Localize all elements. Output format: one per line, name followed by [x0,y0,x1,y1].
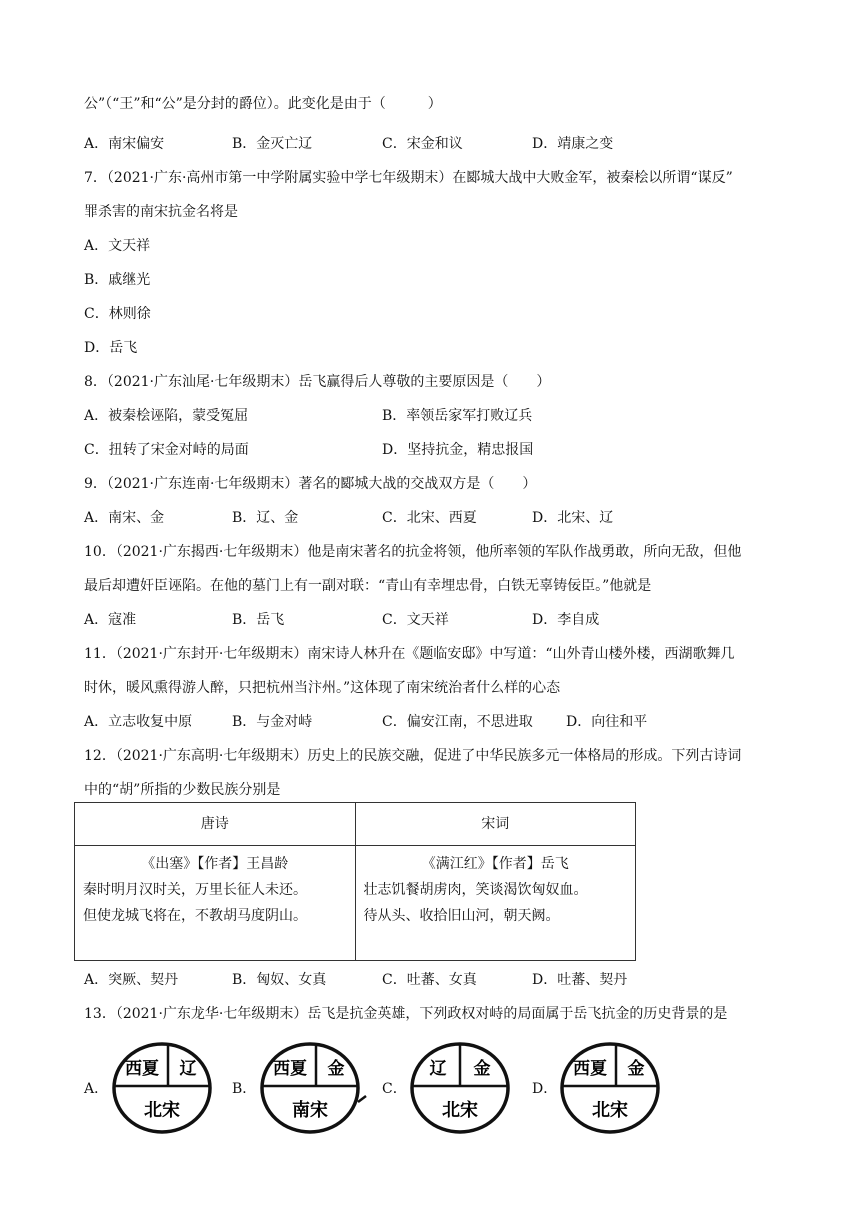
poem-right-cell [355,846,636,961]
poem-right-line1: 壮志饥餐胡虏肉，笑谈渴饮匈奴血。 [363,882,588,898]
map-circle-icon [408,1040,512,1136]
map-c-top-right: 金 [473,1059,491,1079]
map-b-top-right: 金 [327,1059,345,1079]
map-c-bottom: 北宋 [442,1100,478,1121]
q10-option-a[interactable]: A．寇准 [84,612,137,628]
q12-stem-line2: 中的“胡”所指的少数民族分别是 [84,782,281,798]
q13-option-d-letter: D． [532,1081,558,1097]
q7-option-a[interactable]: A．文天祥 [84,238,151,254]
poem-table [74,802,636,961]
map-c-top-left: 辽 [429,1059,447,1079]
q6-option-b[interactable]: B．金灭亡辽 [232,136,313,152]
q6-option-d[interactable]: D．靖康之变 [532,136,614,152]
poem-right-line2: 待从头、收拾旧山河，朝天阙。 [363,908,560,924]
q13-option-a-letter: A． [84,1081,109,1097]
q9-option-b[interactable]: B．辽、金 [232,510,299,526]
poem-table-header-song: 宋词 [355,803,636,846]
q13-stem: 13．（2021·广东龙华·七年级期末）岳飞是抗金英雄，下列政权对峙的局面属于岳飞抗金的历史背景的是 [84,1006,728,1022]
q7-option-b[interactable]: B．戚继光 [84,272,151,288]
q13-option-c-letter: C． [382,1081,407,1097]
q11-option-d[interactable]: D．向往和平 [566,714,648,730]
map-b-top-left: 西夏 [273,1059,307,1079]
q10-option-c[interactable]: C．文天祥 [382,612,449,628]
q8-option-d[interactable]: D．坚持抗金，精忠报国 [382,442,534,458]
map-a-top-right: 辽 [179,1059,197,1079]
q10-option-d[interactable]: D．李自成 [532,612,600,628]
map-a-top-left: 西夏 [125,1059,159,1079]
poem-left-line1: 秦时明月汉时关，万里长征人未还。 [83,882,307,898]
q7-stem-line1: 7．（2021·广东·高州市第一中学附属实验中学七年级期末）在郾城大战中大败金军，被秦桧以所谓“谋反” [84,170,733,186]
q6-stem: 公”（“王”和“公”是分封的爵位）。此变化是由于（ ） [84,96,442,112]
q8-option-c[interactable]: C．扭转了宋金对峙的局面 [84,442,249,458]
map-d-top-left: 西夏 [573,1059,607,1079]
q12-option-b[interactable]: B．匈奴、女真 [232,972,327,988]
map-a-bottom: 北宋 [144,1100,180,1121]
map-circle-icon [110,1040,214,1136]
q11-option-b[interactable]: B．与金对峙 [232,714,313,730]
q7-option-d[interactable]: D．岳飞 [84,340,138,356]
q7-option-c[interactable]: C．林则徐 [84,306,151,322]
map-circle-icon [558,1040,662,1136]
q9-option-d[interactable]: D．北宋、辽 [532,510,614,526]
q8-option-a[interactable]: A．被秦桧诬陷，蒙受冤屈 [84,408,249,424]
map-b-bottom: 南宋 [292,1100,328,1121]
poem-right-title: 《满江红》【作者】岳飞 [421,856,569,872]
q13-map-options [84,1040,784,1140]
q11-option-a[interactable]: A．立志收复中原 [84,714,193,730]
q11-option-c[interactable]: C．偏安江南，不思进取 [382,714,533,730]
q9-stem: 9．（2021·广东连南·七年级期末）著名的郾城大战的交战双方是（ ） [84,476,537,492]
q8-stem: 8．（2021·广东汕尾·七年级期末）岳飞赢得后人尊敬的主要原因是（ ） [84,374,551,390]
q8-option-b[interactable]: B．率领岳家军打败辽兵 [382,408,533,424]
poem-left-line2: 但使龙城飞将在，不教胡马度阴山。 [83,908,307,924]
q13-option-b-letter: B． [232,1081,257,1097]
q11-stem-line1: 11．（2021·广东封开·七年级期末）南宋诗人林升在《题临安邸》中写道：“山外青山楼外楼，西湖歌舞几 [84,646,735,662]
q6-option-a[interactable]: A．南宋偏安 [84,136,165,152]
q9-option-a[interactable]: A．南宋、金 [84,510,165,526]
q10-option-b[interactable]: B．岳飞 [232,612,285,628]
q9-option-c[interactable]: C．北宋、西夏 [382,510,477,526]
map-d-bottom: 北宋 [592,1100,628,1121]
q7-stem-line2: 罪杀害的南宋抗金名将是 [84,204,238,220]
q10-stem-line2: 最后却遭奸臣诬陷。在他的墓门上有一副对联：“青山有幸埋忠骨，白铁无辜铸佞臣。”他就是 [84,578,652,594]
poem-left-cell [75,846,356,961]
poem-table-header-tang: 唐诗 [75,803,356,846]
q12-option-a[interactable]: A．突厥、契丹 [84,972,179,988]
q12-option-c[interactable]: C．吐蕃、女真 [382,972,477,988]
map-circle-icon [258,1040,368,1136]
q11-stem-line2: 时休，暖风熏得游人醉，只把杭州当汴州。”这体现了南宋统治者什么样的心态 [84,680,561,696]
map-d-top-right: 金 [627,1059,645,1079]
q12-stem-line1: 12．（2021·广东高明·七年级期末）历史上的民族交融，促进了中华民族多元一体格局的形成。下列古诗词 [84,748,742,764]
poem-left-title: 《出塞》【作者】王昌龄 [141,856,289,872]
q10-stem-line1: 10．（2021·广东揭西·七年级期末）他是南宋著名的抗金将领，他所率领的军队作战勇敢，所向无敌，但他 [84,544,742,560]
q12-option-d[interactable]: D．吐蕃、契丹 [532,972,628,988]
q6-option-c[interactable]: C．宋金和议 [382,136,463,152]
